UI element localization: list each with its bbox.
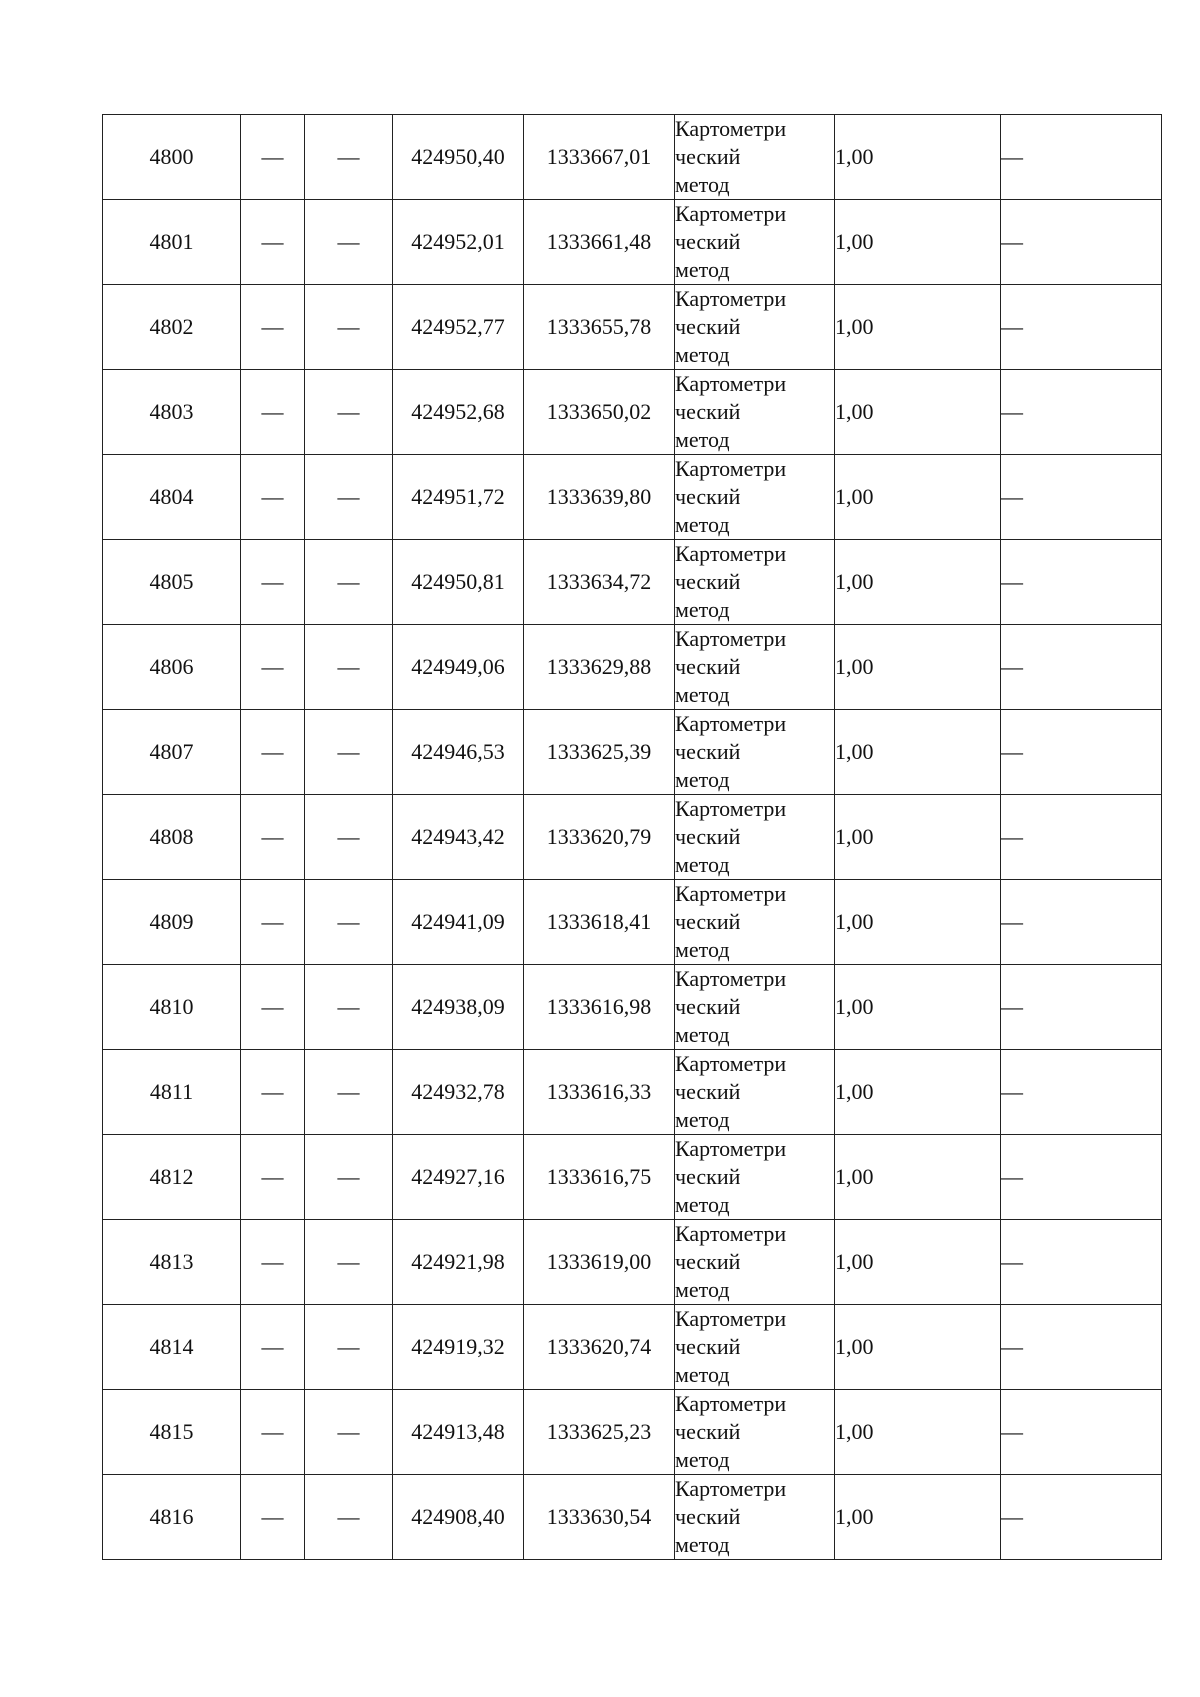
dash-cell-2: — (305, 965, 393, 1050)
point-number-cell: 4815 (103, 1390, 241, 1475)
method-text-line: метод (675, 1362, 730, 1387)
dash-cell-1: — (241, 625, 305, 710)
dash-cell-last: — (1001, 540, 1162, 625)
dash-cell-1: — (241, 880, 305, 965)
x-coordinate-cell: 424952,77 (393, 285, 524, 370)
method-text-line: метод (675, 427, 730, 452)
dash-cell-2: — (305, 795, 393, 880)
point-number-cell: 4812 (103, 1135, 241, 1220)
dash-cell-2: — (305, 540, 393, 625)
method-text-line: Картометри (675, 966, 787, 991)
method-text-line: Картометри (675, 286, 787, 311)
method-cell (675, 880, 835, 965)
method-text-line: Картометри (675, 711, 787, 736)
dash-cell-last: — (1001, 625, 1162, 710)
table-row (103, 1390, 1162, 1475)
dash-cell-1: — (241, 1475, 305, 1560)
table-body (103, 115, 1162, 1560)
method-text-line: Картометри (675, 1136, 787, 1161)
dash-cell-last: — (1001, 1390, 1162, 1475)
dash-cell-2: — (305, 370, 393, 455)
method-text-line: ческий (675, 484, 741, 509)
point-number-cell: 4805 (103, 540, 241, 625)
dash-cell-1: — (241, 285, 305, 370)
x-coordinate-cell: 424921,98 (393, 1220, 524, 1305)
method-cell (675, 795, 835, 880)
y-coordinate-cell: 1333625,23 (524, 1390, 675, 1475)
method-text-line: Картометри (675, 116, 787, 141)
method-text-line: Картометри (675, 1221, 787, 1246)
dash-cell-last: — (1001, 200, 1162, 285)
method-text-line: метод (675, 1447, 730, 1472)
method-text-line: метод (675, 1532, 730, 1557)
method-text-line: Картометри (675, 1391, 787, 1416)
y-coordinate-cell: 1333630,54 (524, 1475, 675, 1560)
dash-cell-last: — (1001, 965, 1162, 1050)
y-coordinate-cell: 1333667,01 (524, 115, 675, 200)
method-text-line: Картометри (675, 626, 787, 651)
dash-cell-last: — (1001, 285, 1162, 370)
table-row (103, 1475, 1162, 1560)
method-text-line: метод (675, 1277, 730, 1302)
dash-cell-2: — (305, 1305, 393, 1390)
method-text-line: ческий (675, 1164, 741, 1189)
table-row (103, 1305, 1162, 1390)
method-text-line: Картометри (675, 1306, 787, 1331)
dash-cell-2: — (305, 1390, 393, 1475)
method-text-line: Картометри (675, 1051, 787, 1076)
y-coordinate-cell: 1333616,98 (524, 965, 675, 1050)
precision-cell: 1,00 (835, 540, 1001, 625)
precision-cell: 1,00 (835, 795, 1001, 880)
method-cell (675, 370, 835, 455)
precision-cell: 1,00 (835, 710, 1001, 795)
x-coordinate-cell: 424952,68 (393, 370, 524, 455)
table-row (103, 285, 1162, 370)
x-coordinate-cell: 424919,32 (393, 1305, 524, 1390)
y-coordinate-cell: 1333620,79 (524, 795, 675, 880)
point-number-cell: 4816 (103, 1475, 241, 1560)
x-coordinate-cell: 424908,40 (393, 1475, 524, 1560)
point-number-cell: 4806 (103, 625, 241, 710)
method-text-line: метод (675, 1022, 730, 1047)
dash-cell-last: — (1001, 880, 1162, 965)
method-text-line: ческий (675, 1334, 741, 1359)
dash-cell-2: — (305, 1220, 393, 1305)
method-cell (675, 1135, 835, 1220)
method-text-line: Картометри (675, 201, 787, 226)
point-number-cell: 4808 (103, 795, 241, 880)
dash-cell-1: — (241, 1390, 305, 1475)
point-number-cell: 4809 (103, 880, 241, 965)
dash-cell-2: — (305, 115, 393, 200)
method-text-line: метод (675, 342, 730, 367)
point-number-cell: 4810 (103, 965, 241, 1050)
dash-cell-2: — (305, 455, 393, 540)
point-number-cell: 4803 (103, 370, 241, 455)
y-coordinate-cell: 1333616,33 (524, 1050, 675, 1135)
x-coordinate-cell: 424943,42 (393, 795, 524, 880)
precision-cell: 1,00 (835, 965, 1001, 1050)
table-row (103, 115, 1162, 200)
dash-cell-1: — (241, 1305, 305, 1390)
y-coordinate-cell: 1333661,48 (524, 200, 675, 285)
precision-cell: 1,00 (835, 285, 1001, 370)
method-text-line: ческий (675, 824, 741, 849)
precision-cell: 1,00 (835, 625, 1001, 710)
table-row (103, 795, 1162, 880)
dash-cell-2: — (305, 1475, 393, 1560)
precision-cell: 1,00 (835, 1390, 1001, 1475)
y-coordinate-cell: 1333650,02 (524, 370, 675, 455)
x-coordinate-cell: 424932,78 (393, 1050, 524, 1135)
x-coordinate-cell: 424950,40 (393, 115, 524, 200)
method-text-line: ческий (675, 1419, 741, 1444)
method-text-line: Картометри (675, 881, 787, 906)
table-row (103, 880, 1162, 965)
method-text-line: метод (675, 257, 730, 282)
x-coordinate-cell: 424950,81 (393, 540, 524, 625)
point-number-cell: 4804 (103, 455, 241, 540)
method-text-line: метод (675, 172, 730, 197)
dash-cell-last: — (1001, 1475, 1162, 1560)
dash-cell-2: — (305, 285, 393, 370)
y-coordinate-cell: 1333629,88 (524, 625, 675, 710)
precision-cell: 1,00 (835, 1135, 1001, 1220)
dash-cell-1: — (241, 200, 305, 285)
method-text-line: ческий (675, 994, 741, 1019)
method-cell (675, 200, 835, 285)
dash-cell-1: — (241, 1050, 305, 1135)
dash-cell-2: — (305, 1135, 393, 1220)
point-number-cell: 4800 (103, 115, 241, 200)
precision-cell: 1,00 (835, 455, 1001, 540)
table-row (103, 1135, 1162, 1220)
dash-cell-last: — (1001, 115, 1162, 200)
method-text-line: метод (675, 682, 730, 707)
y-coordinate-cell: 1333619,00 (524, 1220, 675, 1305)
method-text-line: ческий (675, 144, 741, 169)
y-coordinate-cell: 1333634,72 (524, 540, 675, 625)
precision-cell: 1,00 (835, 1220, 1001, 1305)
method-text-line: Картометри (675, 796, 787, 821)
x-coordinate-cell: 424913,48 (393, 1390, 524, 1475)
dash-cell-last: — (1001, 795, 1162, 880)
method-cell (675, 1475, 835, 1560)
method-text-line: метод (675, 852, 730, 877)
method-cell (675, 710, 835, 795)
x-coordinate-cell: 424946,53 (393, 710, 524, 795)
method-cell (675, 1305, 835, 1390)
method-cell (675, 115, 835, 200)
method-cell (675, 540, 835, 625)
x-coordinate-cell: 424938,09 (393, 965, 524, 1050)
point-number-cell: 4807 (103, 710, 241, 795)
table-row (103, 965, 1162, 1050)
method-text-line: ческий (675, 1249, 741, 1274)
dash-cell-1: — (241, 795, 305, 880)
method-text-line: Картометри (675, 456, 787, 481)
method-cell (675, 965, 835, 1050)
x-coordinate-cell: 424951,72 (393, 455, 524, 540)
method-text-line: ческий (675, 909, 741, 934)
x-coordinate-cell: 424949,06 (393, 625, 524, 710)
method-cell (675, 1220, 835, 1305)
coordinates-table (102, 114, 1162, 1560)
dash-cell-1: — (241, 710, 305, 795)
dash-cell-1: — (241, 965, 305, 1050)
precision-cell: 1,00 (835, 200, 1001, 285)
method-cell (675, 1050, 835, 1135)
method-text-line: метод (675, 937, 730, 962)
precision-cell: 1,00 (835, 370, 1001, 455)
table-row (103, 625, 1162, 710)
y-coordinate-cell: 1333625,39 (524, 710, 675, 795)
precision-cell: 1,00 (835, 880, 1001, 965)
method-text-line: ческий (675, 1079, 741, 1104)
dash-cell-2: — (305, 625, 393, 710)
dash-cell-last: — (1001, 370, 1162, 455)
method-text-line: ческий (675, 399, 741, 424)
table-row (103, 710, 1162, 795)
dash-cell-1: — (241, 455, 305, 540)
dash-cell-1: — (241, 540, 305, 625)
precision-cell: 1,00 (835, 1475, 1001, 1560)
dash-cell-1: — (241, 370, 305, 455)
method-cell (675, 455, 835, 540)
table-row (103, 200, 1162, 285)
dash-cell-1: — (241, 115, 305, 200)
method-cell (675, 1390, 835, 1475)
dash-cell-last: — (1001, 1050, 1162, 1135)
dash-cell-last: — (1001, 1220, 1162, 1305)
dash-cell-1: — (241, 1220, 305, 1305)
x-coordinate-cell: 424952,01 (393, 200, 524, 285)
method-text-line: метод (675, 1192, 730, 1217)
x-coordinate-cell: 424941,09 (393, 880, 524, 965)
dash-cell-last: — (1001, 1305, 1162, 1390)
y-coordinate-cell: 1333655,78 (524, 285, 675, 370)
dash-cell-last: — (1001, 455, 1162, 540)
method-text-line: Картометри (675, 371, 787, 396)
precision-cell: 1,00 (835, 1305, 1001, 1390)
point-number-cell: 4802 (103, 285, 241, 370)
point-number-cell: 4801 (103, 200, 241, 285)
dash-cell-2: — (305, 710, 393, 795)
method-text-line: метод (675, 597, 730, 622)
method-text-line: ческий (675, 1504, 741, 1529)
y-coordinate-cell: 1333639,80 (524, 455, 675, 540)
method-cell (675, 285, 835, 370)
method-text-line: ческий (675, 739, 741, 764)
dash-cell-2: — (305, 880, 393, 965)
dash-cell-1: — (241, 1135, 305, 1220)
dash-cell-last: — (1001, 710, 1162, 795)
method-text-line: метод (675, 512, 730, 537)
method-text-line: ческий (675, 314, 741, 339)
method-text-line: ческий (675, 654, 741, 679)
precision-cell: 1,00 (835, 115, 1001, 200)
dash-cell-last: — (1001, 1135, 1162, 1220)
method-text-line: Картометри (675, 1476, 787, 1501)
method-cell (675, 625, 835, 710)
method-text-line: метод (675, 1107, 730, 1132)
method-text-line: ческий (675, 229, 741, 254)
table-row (103, 1050, 1162, 1135)
point-number-cell: 4814 (103, 1305, 241, 1390)
table-row (103, 540, 1162, 625)
precision-cell: 1,00 (835, 1050, 1001, 1135)
y-coordinate-cell: 1333618,41 (524, 880, 675, 965)
point-number-cell: 4811 (103, 1050, 241, 1135)
table-row (103, 1220, 1162, 1305)
method-text-line: метод (675, 767, 730, 792)
method-text-line: ческий (675, 569, 741, 594)
dash-cell-2: — (305, 200, 393, 285)
point-number-cell: 4813 (103, 1220, 241, 1305)
y-coordinate-cell: 1333616,75 (524, 1135, 675, 1220)
method-text-line: Картометри (675, 541, 787, 566)
table-row (103, 370, 1162, 455)
x-coordinate-cell: 424927,16 (393, 1135, 524, 1220)
y-coordinate-cell: 1333620,74 (524, 1305, 675, 1390)
dash-cell-2: — (305, 1050, 393, 1135)
table-row (103, 455, 1162, 540)
